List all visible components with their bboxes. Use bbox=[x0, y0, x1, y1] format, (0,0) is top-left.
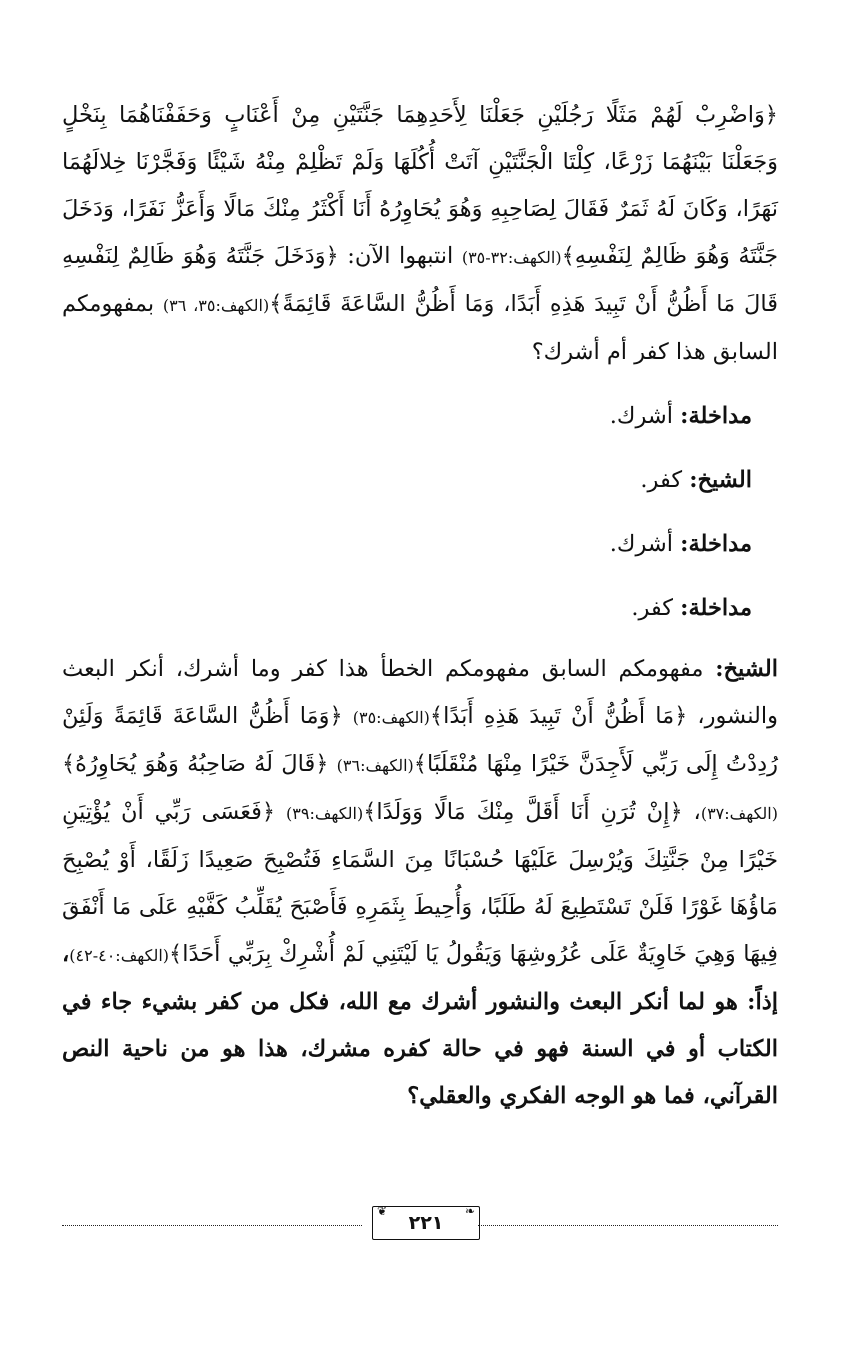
dialog-text: أشرك. bbox=[609, 403, 681, 429]
quran-verse: ﴿وَاضْرِبْ لَهُمْ مَثَلًا رَجُلَيْنِ جَعَلْنَا لِأَحَدِهِمَا جَنَّتَيْنِ مِنْ أَعْنَابٍ وَحَفَفْنَاهُمَا بِنَخْلٍ وَجَعَلْنَا بَيْنَهُمَا زَرْعًا، كِلْتَا الْجَنَّتَيْنِ آتَتْ أُكُلَهَا وَلَمْ تَظْلِمْ مِنْهُ شَيْئًا وَفَجَّرْنَا خِلالَهُمَا نَهَرًا، وَكَانَ لَهُ ثَمَرٌ فَقَالَ لِصَاحِبِهِ وَهُوَ يُحَاوِرُهُ أَنَا أَكْثَرُ مِنْكَ مَالًا وَأَعَزُّ نَفَرًا، وَدَخَلَ جَنَّتَهُ وَهُوَ ظَالِمٌ لِنَفْسِهِ﴾ bbox=[62, 102, 778, 269]
verse-reference: (الكهف:٣٥) bbox=[352, 708, 430, 727]
quran-verse: ﴿وَمَا أَظُنُّ السَّاعَةَ قَائِمَةً وَلَئِنْ رُدِدْتُ إِلَى رَبِّي لَأَجِدَنَّ خَيْرًا مِنْهَا مُنْقَلَبًا﴾ bbox=[62, 703, 778, 777]
body-text: مفهومكم السابق مفهومكم الخطأ هذا كفر وما أشرك، أنكر البعث والنشور، bbox=[62, 656, 778, 729]
paragraph-2 bbox=[62, 646, 778, 1120]
verse-reference: (الكهف:٣٧) bbox=[700, 804, 778, 823]
verse-reference: (الكهف:٤٠-٤٢) bbox=[69, 946, 170, 965]
quran-verse: ﴿قَالَ لَهُ صَاحِبُهُ وَهُوَ يُحَاوِرُهُ﴾ bbox=[62, 751, 337, 777]
dialog-line bbox=[62, 585, 778, 632]
dialog-text: كفر. bbox=[640, 467, 690, 493]
speaker-label: مداخلة: bbox=[680, 403, 752, 429]
body-text: ، bbox=[682, 799, 701, 825]
verse-reference: (الكهف:٣٩) bbox=[286, 804, 364, 823]
quran-verse: ﴿فَعَسَى رَبِّي أَنْ يُؤْتِيَنِ خَيْرًا مِنْ جَنَّتِكَ وَيُرْسِلَ عَلَيْهَا حُسْبَانًا مِنَ السَّمَاءِ فَتُصْبِحَ صَعِيدًا زَلَقًا، أَوْ يُصْبِحَ مَاؤُهَا غَوْرًا فَلَنْ تَسْتَطِيعَ لَهُ طَلَبًا، وَأُحِيطَ بِثَمَرِهِ فَأَصْبَحَ يُقَلِّبُ كَفَّيْهِ عَلَى مَا أَنْفَقَ فِيهَا وَهِيَ خَاوِيَةٌ عَلَى عُرُوشِهَا وَيَقُولُ يَا لَيْتَنِي لَمْ أُشْرِكْ بِرَبِّي أَحَدًا﴾ bbox=[62, 799, 778, 967]
page-footer bbox=[62, 1204, 778, 1244]
page-number: ٢٢١ bbox=[408, 1212, 444, 1234]
speaker-label: الشيخ: bbox=[689, 467, 752, 493]
footer-divider bbox=[62, 1225, 362, 1226]
verse-reference: (الكهف:٣٥، ٣٦) bbox=[162, 296, 270, 315]
page-number-box bbox=[372, 1206, 480, 1240]
verse-reference: (الكهف:٣٦) bbox=[336, 756, 414, 775]
paragraph-1 bbox=[62, 92, 778, 376]
ornament-icon: ❧ bbox=[464, 1204, 475, 1218]
ornament-icon: ❦ bbox=[377, 1204, 388, 1218]
body-text: بمفهومكم السابق هذا كفر أم أشرك؟ bbox=[62, 291, 778, 365]
page-body bbox=[62, 92, 778, 1120]
dialog-line bbox=[62, 521, 778, 568]
quran-verse: ﴿مَا أَظُنُّ أَنْ تَبِيدَ هَذِهِ أَبَدًا﴾ bbox=[429, 703, 688, 729]
verse-reference: (الكهف:٣٢-٣٥) bbox=[461, 248, 562, 267]
quran-verse: ﴿وَدَخَلَ جَنَّتَهُ وَهُوَ ظَالِمٌ لِنَفْسِهِ قَالَ مَا أَظُنُّ أَنْ تَبِيدَ هَذِهِ أَبَدًا، وَمَا أَظُنُّ السَّاعَةَ قَائِمَةً﴾ bbox=[62, 243, 778, 317]
dialog-line bbox=[62, 393, 778, 440]
body-text: ، إذاً: هو لما أنكر البعث والنشور أشرك مع الله، فكل من كفر بشيء جاء في الكتاب أو في السنة فهو في حالة كفره مشرك، هذا هو من ناحية النص القرآني، فما هو الوجه الفكري والعقلي؟ bbox=[62, 941, 778, 1109]
footer-divider bbox=[478, 1225, 778, 1226]
body-text: انتبهوا الآن: bbox=[338, 243, 462, 269]
quran-verse: ﴿إِنْ تُرَنِ أَنَا أَقَلَّ مِنْكَ مَالًا وَوَلَدًا﴾ bbox=[363, 799, 683, 825]
speaker-label: الشيخ: bbox=[715, 656, 778, 682]
dialog-line bbox=[62, 457, 778, 504]
speaker-label: مداخلة: bbox=[680, 531, 752, 557]
dialog-text: كفر. bbox=[631, 595, 681, 621]
speaker-label: مداخلة: bbox=[680, 595, 752, 621]
dialog-text: أشرك. bbox=[609, 531, 681, 557]
